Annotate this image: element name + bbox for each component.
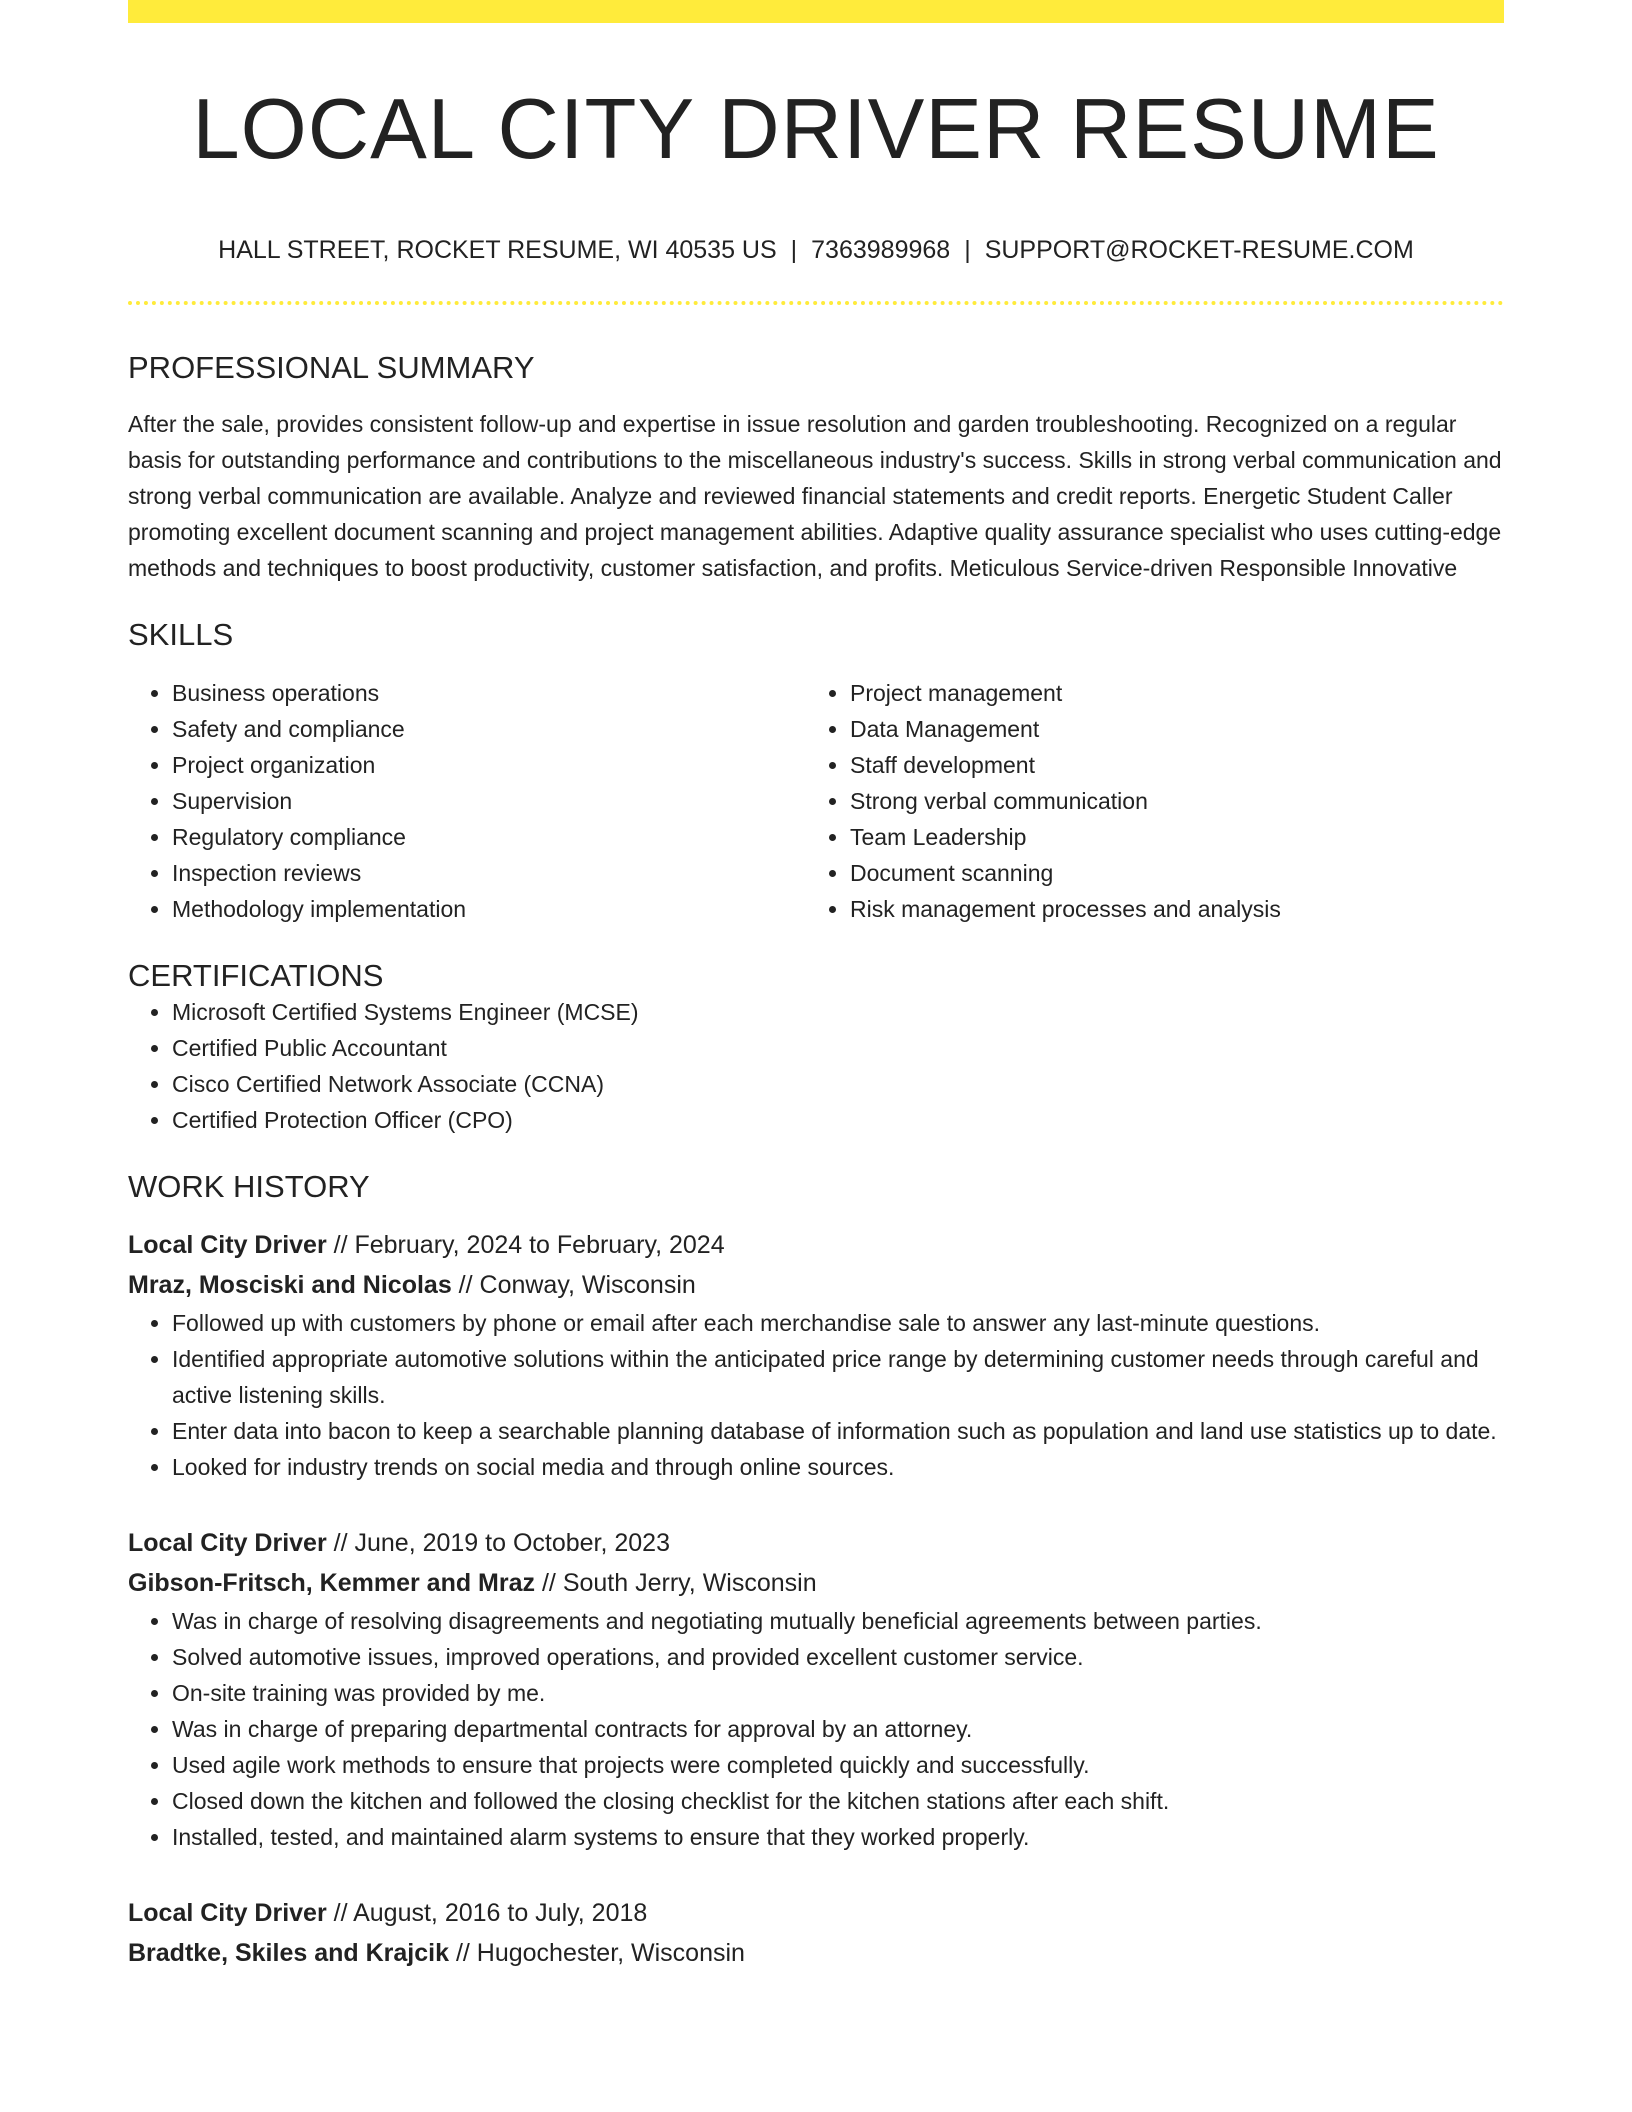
skills-heading: SKILLS <box>128 616 234 652</box>
skill-item: • Team Leadership <box>850 819 1484 855</box>
job-location: // Hugochester, Wisconsin <box>455 1939 745 1968</box>
certification-item: • Certified Public Accountant <box>172 1030 1504 1066</box>
summary-heading: PROFESSIONAL SUMMARY <box>128 349 535 385</box>
job-company: Mraz, Mosciski and Nicolas <box>128 1271 452 1300</box>
job-title: Local City Driver <box>128 1529 327 1558</box>
resume-title: LOCAL CITY DRIVER RESUME <box>192 82 1440 177</box>
skill-item: • Strong verbal communication <box>850 783 1484 819</box>
skill-item: • Document scanning <box>850 855 1484 891</box>
contact-separator: | <box>964 235 971 264</box>
job-duty: • Was in charge of resolving disagreements and negotiating mutually beneficial agreements between parties. <box>172 1603 1504 1639</box>
job-dates: // August, 2016 to July, 2018 <box>333 1899 648 1928</box>
contact-separator: | <box>790 235 798 264</box>
skill-item: • Supervision <box>172 783 806 819</box>
job-entry <box>128 1523 1504 1855</box>
skills-left-list <box>128 675 806 927</box>
job-duty: • Followed up with customers by phone or email after each merchandise sale to answer any last-minute questions. <box>172 1305 1504 1341</box>
skill-item: • Safety and compliance <box>172 711 806 747</box>
skill-item: • Inspection reviews <box>172 855 806 891</box>
contact-phone: 7363989968 <box>811 235 951 264</box>
contact-line <box>128 235 1504 265</box>
job-company-line <box>128 1265 1504 1305</box>
certification-item: • Certified Protection Officer (CPO) <box>172 1102 1504 1138</box>
skill-item: • Regulatory compliance <box>172 819 806 855</box>
skill-item: • Data Management <box>850 711 1484 747</box>
job-entry <box>128 1225 1504 1485</box>
job-duty: • On-site training was provided by me. <box>172 1675 1504 1711</box>
job-duty: • Looked for industry trends on social media and through online sources. <box>172 1449 1504 1485</box>
job-company-line <box>128 1933 1504 1973</box>
skill-item: • Risk management processes and analysis <box>850 891 1484 927</box>
summary-text: After the sale, provides consistent follow-up and expertise in issue resolution and garden troubleshooting. Recognized on a regular basis for outstanding performance and contributions to the miscellaneous industry's success. Skills in strong verbal communication and strong verbal communication are available. Analyze and reviewed financial statements and credit reports. Energetic Student Caller promoting excellent document scanning and project management abilities. Adaptive quality assurance specialist who uses cutting-edge methods and techniques to boost productivity, customer satisfaction, and profits. Meticulous Service-driven Responsible Innovative <box>128 410 1502 581</box>
skill-item: • Methodology implementation <box>172 891 806 927</box>
job-duty: • Installed, tested, and maintained alarm systems to ensure that they worked properly. <box>172 1819 1504 1855</box>
job-title-line <box>128 1523 1504 1563</box>
job-dates: // February, 2024 to February, 2024 <box>333 1231 725 1260</box>
contact-email: SUPPORT@ROCKET-RESUME.COM <box>984 235 1414 264</box>
certifications-heading: CERTIFICATIONS <box>128 957 384 993</box>
certifications-list <box>128 994 1504 1138</box>
job-duty: • Solved automotive issues, improved operations, and provided excellent customer service. <box>172 1639 1504 1675</box>
job-company-line <box>128 1563 1504 1603</box>
job-entry <box>128 1893 1504 1973</box>
job-duties-list <box>128 1603 1504 1855</box>
top-accent-bar <box>128 0 1504 23</box>
job-title-line <box>128 1225 1504 1265</box>
skill-item: • Staff development <box>850 747 1484 783</box>
job-duty: • Was in charge of preparing departmental contracts for approval by an attorney. <box>172 1711 1504 1747</box>
skill-item: • Business operations <box>172 675 806 711</box>
job-title: Local City Driver <box>128 1899 327 1928</box>
dotted-divider <box>128 301 1504 305</box>
job-duty: • Enter data into bacon to keep a searchable planning database of information such as population and land use statistics up to date. <box>172 1413 1504 1449</box>
skills-right-list <box>806 675 1484 927</box>
skill-item: • Project management <box>850 675 1484 711</box>
job-location: // Conway, Wisconsin <box>458 1271 696 1300</box>
job-title: Local City Driver <box>128 1231 327 1260</box>
certification-item: • Microsoft Certified Systems Engineer (MCSE) <box>172 994 1504 1030</box>
skills-columns <box>128 675 1504 927</box>
job-company: Gibson-Fritsch, Kemmer and Mraz <box>128 1569 536 1598</box>
job-duty: • Closed down the kitchen and followed the closing checklist for the kitchen stations after each shift. <box>172 1783 1504 1819</box>
contact-address: HALL STREET, ROCKET RESUME, WI 40535 US <box>218 235 777 264</box>
work-history-heading: WORK HISTORY <box>128 1169 370 1205</box>
skill-item: • Project organization <box>172 747 806 783</box>
resume-page <box>128 0 1504 1973</box>
job-dates: // June, 2019 to October, 2023 <box>333 1529 670 1558</box>
skills-right-column <box>806 675 1484 927</box>
job-title-line <box>128 1893 1504 1933</box>
certification-item: • Cisco Certified Network Associate (CCNA) <box>172 1066 1504 1102</box>
job-location: // South Jerry, Wisconsin <box>541 1569 817 1598</box>
job-duties-list <box>128 1305 1504 1485</box>
job-duty: • Identified appropriate automotive solutions within the anticipated price range by determining customer needs through careful and active listening skills. <box>172 1341 1504 1413</box>
job-company: Bradtke, Skiles and Krajcik <box>128 1939 449 1968</box>
job-duty: • Used agile work methods to ensure that projects were completed quickly and successfully. <box>172 1747 1504 1783</box>
skills-left-column <box>128 675 806 927</box>
